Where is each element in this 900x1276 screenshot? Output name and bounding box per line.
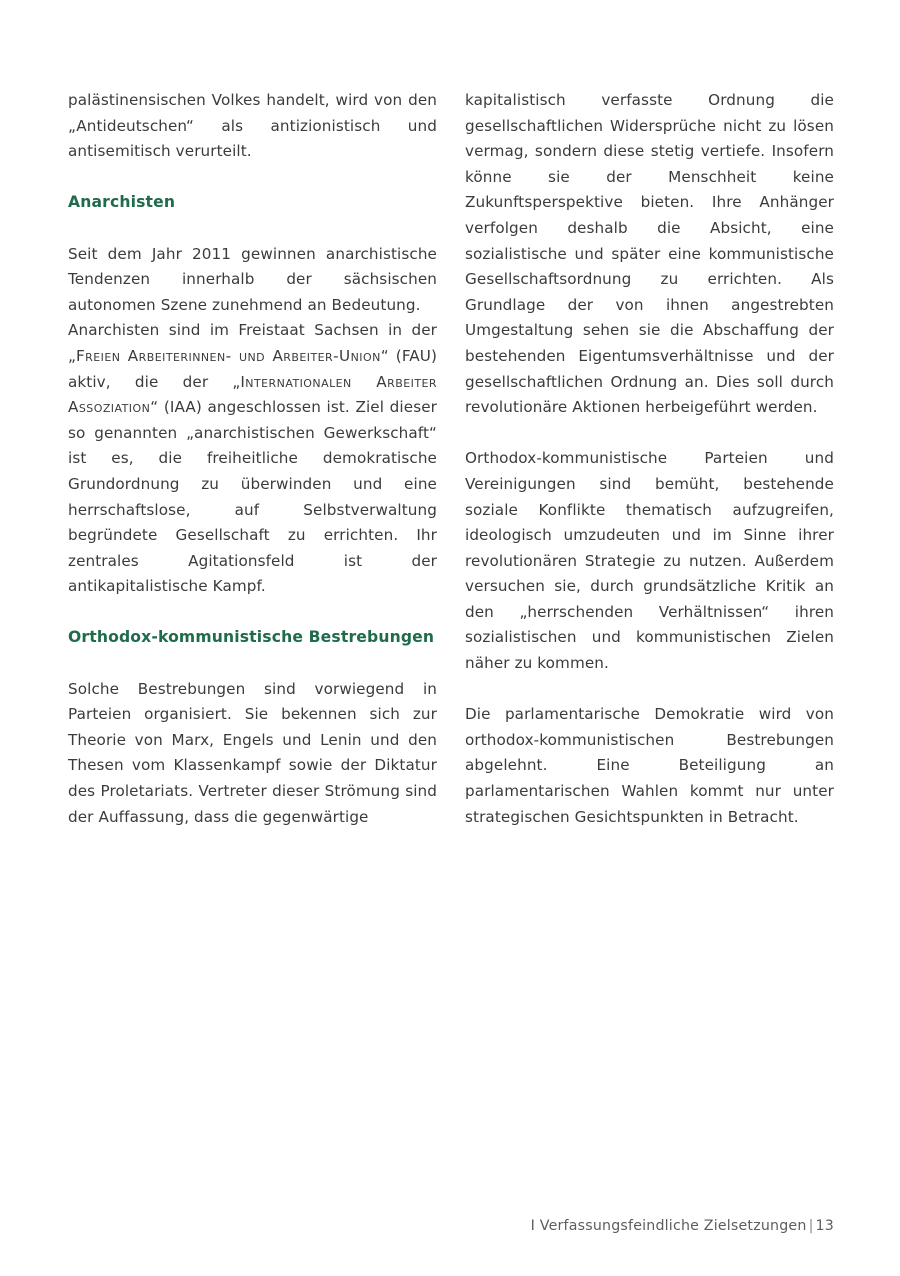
paragraph-fau-iaa-text-1: Anarchisten sind im Freistaat Sachsen in der „: [68, 321, 437, 365]
spacer: [68, 216, 437, 242]
spacer: [465, 677, 834, 703]
footer-chapter-title: Verfassungsfeindliche Zielsetzungen: [539, 1218, 807, 1234]
footer-chapter-marker: I: [530, 1218, 536, 1234]
paragraph-anarchistische-tendenzen: Seit dem Jahr 2011 gewinnen anarchistische Tendenzen innerhalb der sächsischen autonomen Szene zunehmend an Bedeutung.: [68, 244, 437, 314]
paragraph-solche-bestrebungen: Solche Bestrebungen sind vorwiegend in Parteien organisiert. Sie bekennen sich zur Theorie von Marx, Engels und Lenin und den Thesen vom Klassenkampf sowie der Diktatur des Proletariats. Vertreter dieser Strömung sind der Auffassung, dass die gegenwärtige: [68, 679, 437, 826]
section-heading-anarchisten: Anarchisten: [68, 193, 176, 212]
spacer: [68, 651, 437, 677]
page-footer: [531, 1216, 834, 1236]
paragraph-fau-iaa-text-2: “ (FAU) aktiv, die der „: [68, 346, 437, 391]
right-text-column: [465, 88, 834, 830]
left-text-column: [68, 88, 437, 830]
paragraph-kapitalistische-ordnung: kapitalistisch verfasste Ordnung die gesellschaftlichen Widersprüche nicht zu lösen vermag, sondern diese stetig vertiefe. Insofern könne sie der Menschheit keine Zukunftsperspektive bieten. Ihre Anhänger verfolgen deshalb die Absicht, eine sozialistische und später eine kommunistische Gesellschaftsordnung zu errichten. Als Grundlage der von ihnen angestrebten Umgestaltung sehen sie die Abschaffung der bestehenden Eigentumsverhältnisse und der gesellschaftlichen Ordnung an. Dies soll durch revolutionäre Aktionen herbeigeführt werden.: [465, 91, 834, 417]
spacer: [68, 600, 437, 626]
paragraph-fau-iaa: [68, 318, 437, 600]
spacer: [465, 421, 834, 447]
paragraph-parlamentarische-demokratie: Die parlamentarische Demokratie wird von orthodox-kommunistischen Bestrebungen abgelehnt. Eine Beteiligung an parlamentarischen Wahlen kommt nur unter strategischen Gesichtspunkten in Betracht.: [465, 705, 834, 826]
two-column-text-body: [68, 88, 834, 830]
paragraph-continuation-antideutsche: palästinensischen Volkes handelt, wird von den „Antideutschen“ als antizionistisch und antisemitisch verurteilt.: [68, 91, 437, 161]
organization-name-fau-smallcaps: Freien Arbeiterinnen- und Arbeiter-Union: [75, 346, 381, 365]
paragraph-orthodox-parteien-vereinigungen: Orthodox-kommunistische Parteien und Vereinigungen sind bemüht, bestehende soziale Konflikte thematisch aufzugreifen, ideologisch umzudeuten und im Sinne ihrer revolutionären Strategie zu nutzen. Außerdem versuchen sie, durch grundsätzliche Kritik an den „herrschenden Verhältnissen“ ihren sozialistischen und kommunistischen Zielen näher zu kommen.: [465, 449, 834, 673]
section-heading-orthodox-kommunistische-bestrebungen: Orthodox-kommunistische Bestrebungen: [68, 628, 435, 647]
footer-page-number: 13: [815, 1218, 834, 1234]
organization-name-iaa-smallcaps: Internationalen Arbeiter Assoziation: [68, 372, 437, 417]
spacer: [68, 165, 437, 191]
paragraph-fau-iaa-text-3: “ (IAA) angeschlossen ist. Ziel dieser so genannten „anarchistischen Gewerkschaft“ ist es, die freiheitliche demokratische Grundordnung zu überwinden und eine herrschaftslose, auf Selbstverwaltung begründete Gesellschaft zu errichten. Ihr zentrales Agitationsfeld ist der antikapitalistische Kampf.: [68, 398, 437, 596]
footer-separator: |: [808, 1218, 814, 1234]
